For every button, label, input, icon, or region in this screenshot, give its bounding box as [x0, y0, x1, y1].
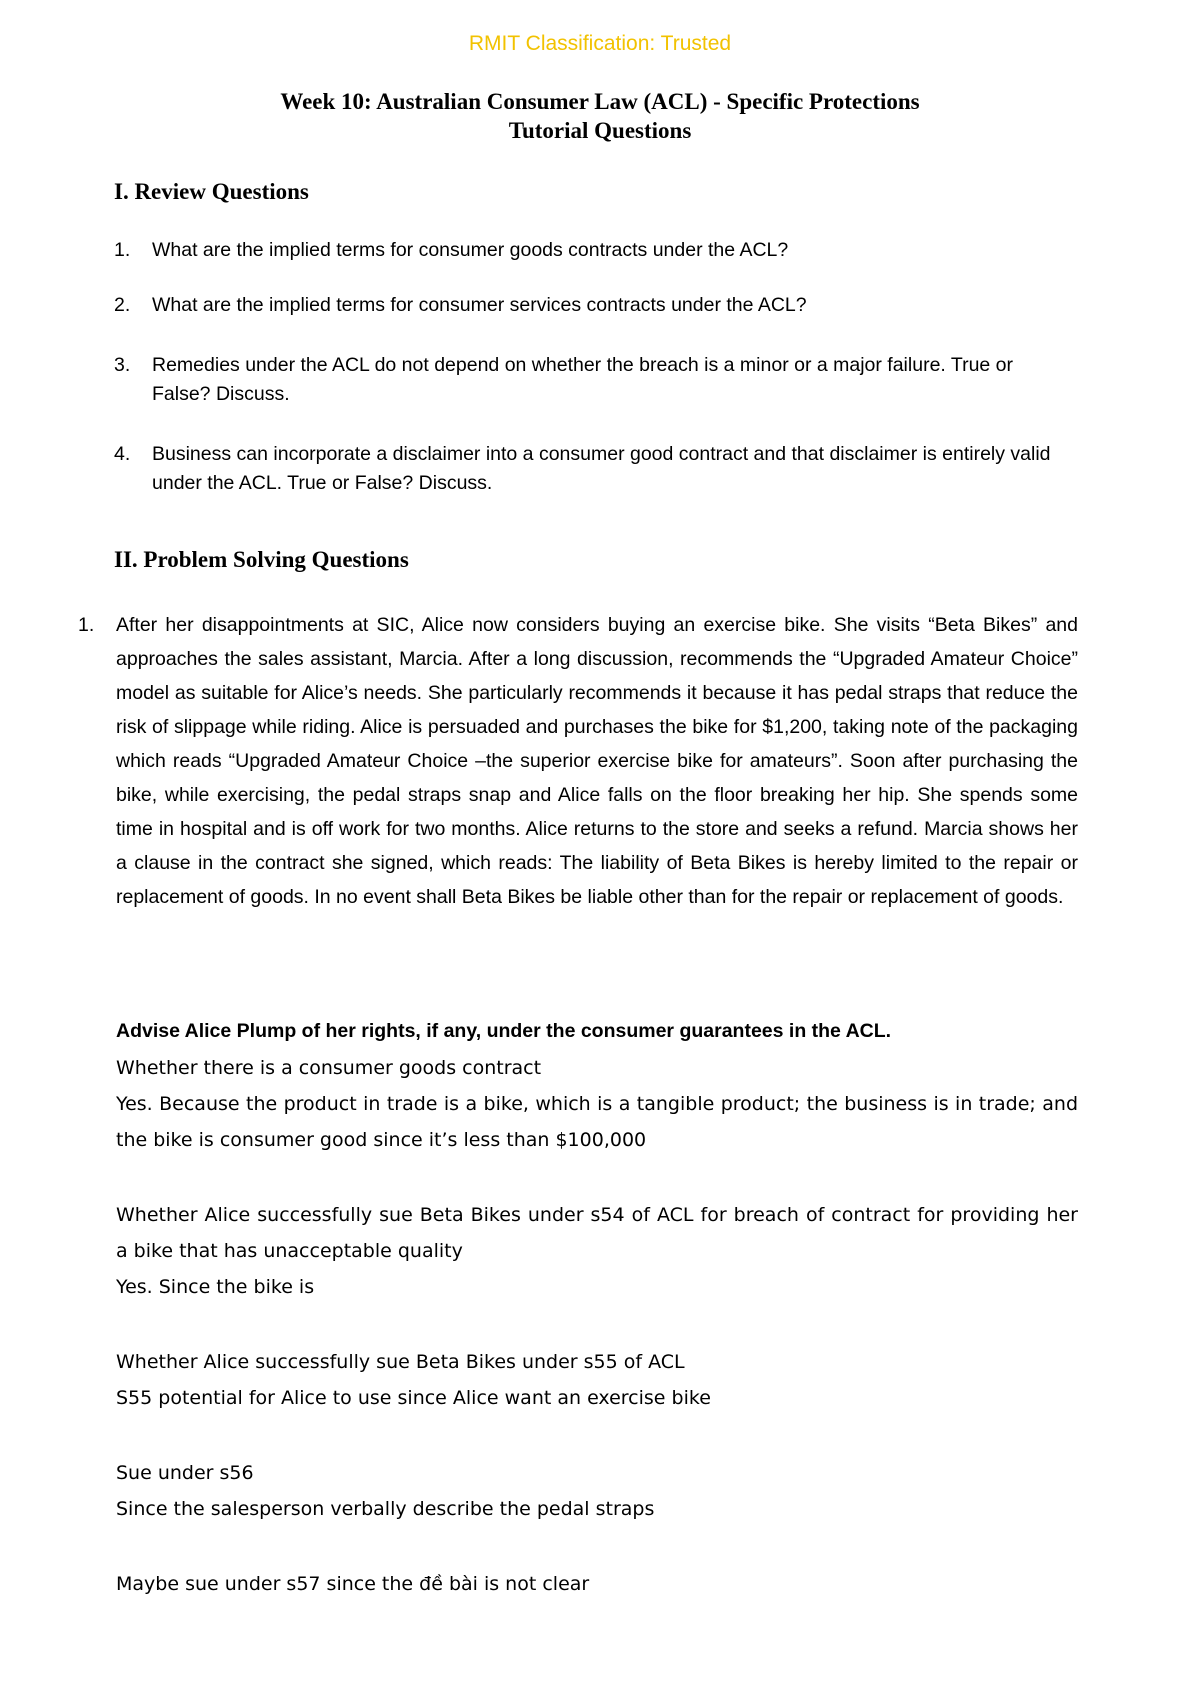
problem-solving-heading: II. Problem Solving Questions — [114, 547, 409, 572]
answer-body: Since the salesperson verbally describe the pedal straps — [116, 1498, 655, 1520]
list-number: 1. — [114, 239, 131, 261]
review-question-3 — [114, 351, 1074, 409]
advise-instruction: Advise Alice Plump of her rights, if any, under the consumer guarantees in the ACL. — [116, 1020, 892, 1042]
question-text: What are the implied terms for consumer services contracts under the ACL? — [152, 294, 807, 316]
answer-section-4 — [116, 1455, 1078, 1527]
review-question-1 — [114, 236, 1074, 265]
question-text: Remedies under the ACL do not depend on whether the breach is a minor or a major failure. True or False? Discuss. — [152, 354, 1014, 405]
review-question-2 — [114, 291, 1074, 320]
document-title: Week 10: Australian Consumer Law (ACL) - Specific Protections — [280, 89, 920, 114]
list-number: 1. — [78, 614, 95, 636]
problem-question-1 — [78, 608, 1078, 914]
answer-heading: Sue under s56 — [116, 1462, 254, 1484]
list-number: 2. — [114, 294, 131, 316]
answer-heading: Whether Alice successfully sue Beta Bikes under s55 of ACL — [116, 1351, 685, 1373]
answer-body: Yes. Since the bike is — [116, 1276, 315, 1298]
list-number: 4. — [114, 443, 131, 465]
question-text: Business can incorporate a disclaimer into a consumer good contract and that disclaimer is entirely valid under the ACL. True or False? Discuss. — [152, 443, 1051, 494]
document-subtitle: Tutorial Questions — [508, 118, 692, 143]
answer-section-1 — [116, 1050, 1078, 1158]
question-text: What are the implied terms for consumer goods contracts under the ACL? — [152, 239, 789, 261]
answer-body: S55 potential for Alice to use since Alice want an exercise bike — [116, 1387, 711, 1409]
review-questions-heading: I. Review Questions — [114, 179, 309, 204]
list-number: 3. — [114, 354, 131, 376]
answer-heading: Whether Alice successfully sue Beta Bikes under s54 of ACL for breach of contract for providing her a bike that has unacceptable quality — [116, 1204, 1078, 1262]
answer-heading: Whether there is a consumer goods contract — [116, 1057, 542, 1079]
classification-label: RMIT Classification: Trusted — [468, 32, 732, 55]
problem-text: After her disappointments at SIC, Alice now considers buying an exercise bike. She visits “Beta Bikes” and approaches the sales assistant, Marcia. After a long discussion, recommends the “Upgraded Amateur Choice” model as suitable for Alice’s needs. She particularly recommends it because it has pedal straps that reduce the risk of slippage while riding. Alice is persuaded and purchases the bike for $1,200, taking note of the packaging which reads “Upgraded Amateur Choice –the superior exercise bike for amateurs”. Soon after purchasing the bike, while exercising, the pedal straps snap and Alice falls on the floor breaking her hip. She spends some time in hospital and is off work for two months. Alice returns to the store and seeks a refund. Marcia shows her a clause in the contract she signed, which reads: The liability of Beta Bikes is hereby limited to the repair or replacement of goods. In no event shall Beta Bikes be liable other than for the repair or replacement of goods. — [116, 614, 1078, 908]
answer-body: Yes. Because the product in trade is a bike, which is a tangible product; the business is in trade; and the bike is consumer good since it’s less than $100,000 — [116, 1093, 1078, 1151]
answer-section-5: Maybe sue under s57 since the đề bài is not clear — [116, 1573, 590, 1595]
answer-section-3 — [116, 1344, 1078, 1416]
review-question-4 — [114, 440, 1074, 498]
answer-section-2 — [116, 1197, 1078, 1305]
